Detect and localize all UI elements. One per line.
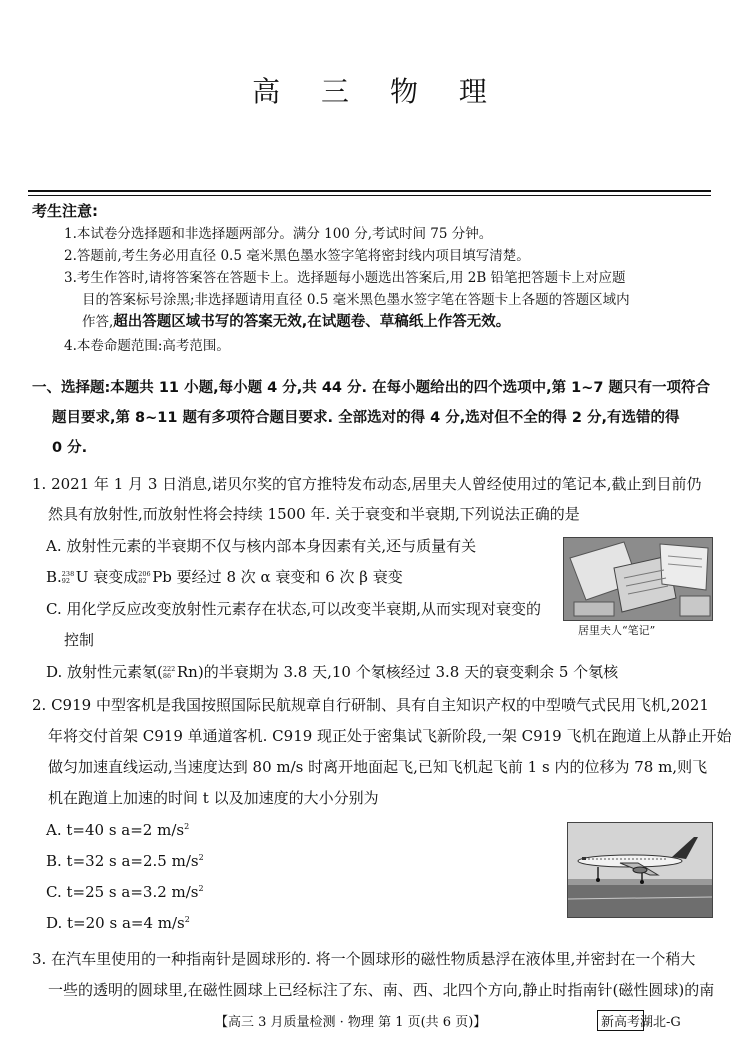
section-instruction-line-1: 一、选择题:本题共 11 小题,每小题 4 分,共 44 分. 在每小题给出的四个选项中,第 1~7 题只有一项符合: [32, 380, 711, 396]
q2-option-b-exponent: 2: [198, 853, 204, 862]
page-title: 高 三 物 理: [252, 75, 503, 108]
q1-option-d-start: D. 放射性元素氡(: [46, 663, 163, 681]
q2-option-c: [46, 883, 204, 901]
lead-atomic-number: 82: [138, 577, 147, 585]
curie-notebook-illustration: [564, 538, 712, 620]
q2-option-b-text: B. t=32 s a=2.5 m/s: [46, 852, 199, 870]
q2-option-a-exponent: 2: [184, 822, 190, 831]
notice-item-2: 2.答题前,考生务必用直径 0.5 毫米黑色墨水签字笔将密封线内项目填写清楚。: [64, 248, 530, 264]
c919-airplane-photo: [567, 822, 713, 918]
lead-mass-number: 206: [138, 570, 151, 578]
page-footer: 【高三 3 月质量检测 · 物理 第 1 页(共 6 页)】: [215, 1015, 487, 1030]
section-instruction-line-2: 题目要求,第 8~11 题有多项符合题目要求. 全部选对的得 4 分,选对但不全的得 2 分,有选错的得: [52, 410, 680, 426]
c919-airplane-illustration: [568, 823, 712, 917]
q2-option-a-text: A. t=40 s a=2 m/s: [46, 821, 185, 839]
q1-option-b-label: B.: [46, 568, 62, 586]
new-gaokao-badge: 新高考: [597, 1010, 644, 1031]
notice-invalid-warning: 超出答题区域书写的答案无效,在试题卷、草稿纸上作答无效。: [113, 314, 511, 330]
region-code: 湖北-G: [640, 1015, 681, 1030]
lead-nuclide-notation: [138, 571, 152, 585]
q2-stem-line-3: 做匀加速直线运动,当速度达到 80 m/s 时离开地面起飞,已知飞机起飞前 1 s 内的位移为 78 m,则飞: [48, 758, 708, 776]
uranium-atomic-number: 92: [61, 577, 71, 585]
notice-heading: 考生注意:: [32, 202, 98, 220]
curie-notebook-caption: 居里夫人“笔记”: [578, 624, 656, 637]
q2-option-d: [46, 914, 190, 932]
uranium-nuclide-notation: [62, 571, 76, 585]
q2-option-c-exponent: 2: [198, 884, 204, 893]
radon-mass-number: 222: [162, 665, 176, 673]
q1-option-d: [46, 661, 618, 682]
q2-option-d-exponent: 2: [184, 915, 190, 924]
q1-option-b: [46, 566, 403, 587]
q2-option-a: [46, 821, 189, 839]
notice-item-4: 4.本卷命题范围:高考范围。: [64, 338, 230, 354]
uranium-mass-number: 238: [61, 570, 75, 578]
q3-stem-line-2: 一些的透明的圆球里,在磁性圆球上已经标注了东、南、西、北四个方向,静止时指南针(磁性圆球)的南: [48, 981, 715, 999]
notice-item-3-answer: 作答,: [82, 314, 114, 330]
q1-stem-line-1: 1. 2021 年 1 月 3 日消息,诺贝尔奖的官方推特发布动态,居里夫人曾经使用过的笔记本,截止到目前仍: [32, 475, 702, 493]
q1-option-c-line-1: C. 用化学反应改变放射性元素存在状态,可以改变半衰期,从而实现对衰变的: [46, 600, 542, 618]
q2-option-c-text: C. t=25 s a=3.2 m/s: [46, 883, 199, 901]
q1-option-b-end: Pb 要经过 8 次 α 衰变和 6 次 β 衰变: [152, 568, 403, 586]
q2-stem-line-2: 年将交付首架 C919 单通道客机. C919 现正处于密集试飞新阶段,一架 C919 飞机在跑道上从静止开始: [48, 727, 732, 745]
section-instruction-line-3: 0 分.: [52, 440, 88, 456]
header-rule-thick: [28, 190, 711, 192]
notice-item-3-end: [82, 310, 510, 331]
q2-stem-line-4: 机在跑道上加速的时间 t 以及加速度的大小分别为: [48, 789, 379, 807]
notice-item-3: 3.考生作答时,请将答案答在答题卡上。选择题每小题选出答案后,用 2B 铅笔把答题卡上对应题: [64, 270, 626, 286]
q1-option-d-end: Rn)的半衰期为 3.8 天,10 个氡核经过 3.8 天的衰变剩余 5 个氡核: [176, 663, 619, 681]
q2-option-b: [46, 852, 204, 870]
q1-option-c-line-2: 控制: [64, 631, 95, 649]
notice-item-1: 1.本试卷分选择题和非选择题两部分。满分 100 分,考试时间 75 分钟。: [64, 226, 493, 242]
q1-option-b-middle: U 衰变成: [75, 568, 139, 586]
header-rule-thin: [28, 195, 711, 196]
q2-option-d-text: D. t=20 s a=4 m/s: [46, 914, 185, 932]
radon-nuclide-notation: [163, 666, 177, 680]
q1-stem-line-2: 然具有放射性,而放射性将会持续 1500 年. 关于衰变和半衰期,下列说法正确的是: [48, 505, 580, 523]
notice-item-3-cont: 目的答案标号涂黑;非选择题请用直径 0.5 毫米黑色墨水签字笔在答题卡上各题的答题区域内: [82, 292, 630, 308]
curie-notebook-photo: [563, 537, 713, 621]
q1-option-a: A. 放射性元素的半衰期不仅与核内部本身因素有关,还与质量有关: [46, 537, 477, 555]
radon-atomic-number: 86: [162, 672, 172, 680]
q2-stem-line-1: 2. C919 中型客机是我国按照国际民航规章自行研制、具有自主知识产权的中型喷气式民用飞机,2021: [32, 696, 709, 714]
q3-stem-line-1: 3. 在汽车里使用的一种指南针是圆球形的. 将一个圆球形的磁性物质悬浮在液体里,并密封在一个稍大: [32, 950, 696, 968]
